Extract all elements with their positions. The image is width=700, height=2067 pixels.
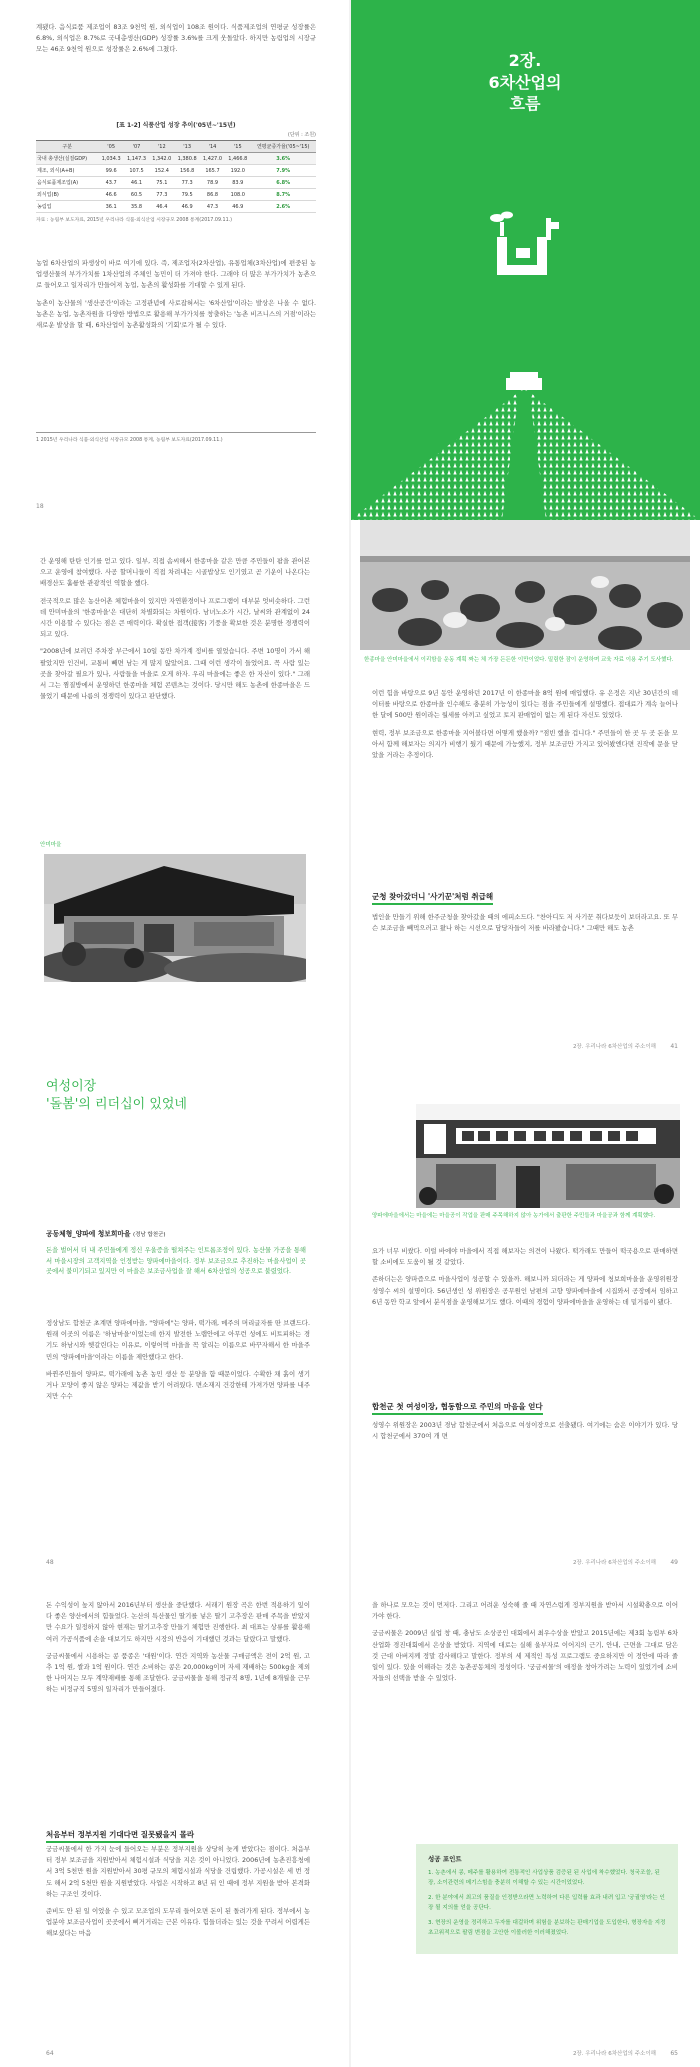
chapter-number: 2장.	[508, 51, 542, 70]
body-text	[372, 912, 678, 940]
table-cell: 8.7%	[250, 189, 316, 201]
running-head: 2장. 우리나라 6차산업의 주소이해	[572, 2051, 656, 2057]
success-points-box	[416, 1844, 678, 1954]
table-header-cell: 구분	[36, 141, 99, 153]
table-cell: 1,342.0	[149, 153, 174, 165]
paragraph: 농촌이 농산물의 '생산공간'이라는 고정관념에 사로잡혀서는 '6차산업'이라는 발상은 나올 수 없다. 농촌은 농업, 농촌자원을 다양한 방법으로 활용해 부가가치를 창출하는 '농촌 비즈니스의 거점'이라는 새로운 발상을 할 때, 6차산업이 농촌활성화의 '기회'로가 될 수 있다.	[36, 298, 316, 330]
table-header-cell: 연평균증가율('05~'15)	[250, 141, 316, 153]
paragraph: 현력, 정부 보조금으로 한종마을 지어볼다면 어떻게 했을까? "점빈 했을 겁니다." 주민들이 한 곳 두 곳 돈을 모아서 함께 해보자는 의지가 비행기 뒀기 때문에 가능했지, 정부 보조금만 가지고 있어봤엔다면 진작에 문을 닫았을 거라는 추정이다.	[372, 728, 678, 760]
running-head: 2장. 우리나라 6차산업의 주소이해	[572, 1044, 656, 1050]
body-text	[372, 1420, 678, 1448]
section-subhead	[46, 1822, 194, 1843]
page-number: 49	[670, 1559, 678, 1566]
table-cell: 1,147.3	[124, 153, 149, 165]
body-text	[46, 1600, 310, 1702]
section-subhead	[372, 884, 493, 905]
chapter-title-line: 6차산업의	[488, 72, 562, 92]
table-cell: 외식업(B)	[36, 189, 99, 201]
paragraph: 정상남도 합천군 초계면 양파에마을, "양파에"는 양파, 떡가래, 메주의 머리글자를 딴 브랜드다. 원래 이곳의 이름은 '하남마을'이었는데 한지 발전한 노랩안에고 아무런 성에도 비트피하는 경기도 하남시와 헷갈린다는 이유로, 이렇어먹 마을을 꼭 알리는 이름으로 바꾸자해서 한 마을주민의 '양파에마을'이라는 이름을 제안했다고 한다.	[46, 1319, 310, 1361]
intro-text: 돈을 벌어서 더 내 주민들에게 정신 우울증을 떨쳐주는 인트롭조정이 있다. 농산물 가공을 통해서 마을시장의 고객지역을 인정받는 양파에마을이다. 정부 보조금으로 추진하는 마을사업이 곳곳에서 불미기되고 있지만 이 마을은 보조금사업을 잘 해서 6차산업의 성공으로 불렸었다.	[46, 1247, 306, 1276]
table-cell: 75.1	[149, 177, 174, 189]
table-cell: 60.5	[124, 189, 149, 201]
paragraph: 존하더는은 양파즙으로 마을사업이 성공할 수 있을까. 해보니까 되더라는 게 양파에 청보희마을을 운영위원장 성영수 씨의 설명이다. 56년생인 성 위원장은 공무원인 남편의 고향 양파에마을에 시집와서 공장에서 임하고 6년 동안 학교 앞에서 분식점을 운영해보기도 했다. 이때의 경험이 양파에마을을 운영하는 데 밑거름이 됐다.	[372, 1275, 678, 1306]
table-cell: 46.6	[99, 189, 124, 201]
stats-table-block	[36, 100, 316, 223]
village-photo	[44, 854, 306, 982]
point-item: 2. 한 분야에서 최고의 품질을 인정받으라면 노력하여 다른 입력률 효과 내려 입고 '궁궐영'라는 인장 될 지의를 얻을 공단다.	[428, 1895, 665, 1911]
table-cell: 165.7	[200, 165, 225, 177]
table-cell: 7.9%	[250, 165, 316, 177]
chapter-illustration	[350, 0, 700, 520]
spread-2	[0, 520, 700, 1060]
gutter	[349, 0, 351, 520]
table-cell: 36.1	[99, 201, 124, 213]
chapter-opener	[350, 0, 700, 520]
table-header-cell: '14	[200, 141, 225, 153]
paragraph: 바뀐주민들이 양파로, 떡가래에 농촌 농민 생산 등 분양을 함 때문이었다. 수확한 채 흙이 생기거나 모양이 좋지 않은 양파는 제값을 받기 어려웠다. 면소재지 건강한테 가져가면 양파를 내주지만 수수	[46, 1369, 310, 1401]
heading-line: '돌봄'의 리더십이 있었네	[46, 1096, 187, 1112]
points-title: 성공 포인트	[428, 1855, 462, 1863]
subhead-text: 군청 찾아갔더니 '사기꾼'처럼 취급해	[372, 891, 493, 905]
section-label-text: 공동체형_양파에 청보희마을	[46, 1230, 131, 1238]
page-number: 65	[670, 2050, 678, 2057]
table-cell: 46.9	[225, 201, 250, 213]
paragraph: "2008년에 보러던 주차장 부근에서 10일 동안 차가계 정비를 열었습니다. 주변 10명이 가서 해 팔았지만 인건비, 교통비 빼면 남는 게 많지 않았어요. 그때 이런 생각이 들었어요. 꼭 사람 있는 곳을 찾아갈 필요가 있나, 사람들을 마을로 오게 하자. 우리 마을에는 좋은 한 자산이 있다." 그래서 그는 찜질방에서 운영하던 한종마을 체험 콘텐츠는 것이다. 당시만 해도 농촌에 한종마을은 드물었기 때문에 나름의 경쟁력이 있다고 판단했다.	[40, 647, 310, 701]
table-cell: 1,466.8	[225, 153, 250, 165]
page-number: 41	[670, 1043, 678, 1050]
paragraph: 전국적으로 많은 농산어촌 체험마을이 있지만 자연환경이나 프로그램이 대부분 엇비슷하다. 그런데 안미마을의 '한종마을'은 대단히 차별화되는 차원이다. 남녀노소가 시간, 날씨와 관계없이 24시간 이용할 수 있다는 점은 큰 매력이다. 확실한 접객(接客) 기풍을 확보한 것은 분명한 경쟁력이 되고 있다.	[40, 596, 310, 639]
table-cell: 제조, 외식(A+B)	[36, 165, 99, 177]
body-text	[372, 1246, 678, 1314]
body-text	[372, 1600, 678, 1690]
table-cell: 43.7	[99, 177, 124, 189]
store-photo	[416, 1104, 680, 1208]
table-cell: 35.8	[124, 201, 149, 213]
table-cell: 152.4	[149, 165, 174, 177]
table-cell: 108.0	[225, 189, 250, 201]
page-64	[0, 1576, 350, 2067]
footnote: 1 2015년 우리나라 식품·외식산업 시장규모 2008 통계, 농림부 보도자료(2017.09.11.)	[36, 432, 316, 443]
page-number: 18	[36, 503, 44, 510]
page-49	[350, 1060, 700, 1576]
page-number: 48	[46, 1559, 54, 1566]
table-cell: 77.3	[174, 177, 199, 189]
paragraph: 궁금씨물은 2009년 실업 창 때, 충남도 소상공인 대회에서 최우수상을 받았고 2015년에는 제3회 농림부 6차산업화 경진대회에서 은상을 받았다. 지역에 대로는 실해 울부자로 이어지의 근기, 안내, 근면을 그대로 담은 것 근대 아버지께 정말 감사해다고 말한다. 정부의 세 제적인 특성 프로그램도 중요하지만 이 정안에 따라 줄 일이 있다. 있을 이해라는 것은 농촌공동체의 정성이다. '궁금씨물'의 애정을 창아가려는 노력이 있었기에 소비자들의 선택을 받을 수 있었다.	[372, 1629, 678, 1683]
heading-line: 여성이장	[46, 1079, 97, 1094]
table-cell: 1,427.0	[200, 153, 225, 165]
spread-3	[0, 1060, 700, 1576]
paragraph: 요가 너무 비쌌다. 이럴 바에야 마을에서 직접 해보자는 의견이 나왔다. 떡가래도 만들어 떡국용으로 판매하면 할 소비에도 도움이 될 것 같았다.	[372, 1247, 678, 1267]
spread-4	[0, 1576, 700, 2067]
photo-caption: 안미마을	[40, 842, 62, 848]
page-65	[350, 1576, 700, 2067]
table-unit: (단위 : 조원)	[287, 132, 316, 138]
table-cell: 77.3	[149, 189, 174, 201]
paragraph: 준비도 안 된 일 이었을 수 있고 모조업의 도무리 들어오면 돈이 된 돌려가게 된다. 정부에서 농업분야 보조금사업이 곳곳에서 삐거거리는 근본 이유다. 힘들더라는 있는 것을 꾸려서 어렵게든 해보셨다는 마음	[46, 1907, 310, 1938]
body-text	[40, 556, 310, 708]
point-item: 3. 현장의 운영을 정리하고 두자를 대걸하며 위험을 분보하는 판매기업을 도입한다, 형장자을 지정 초고위적으로 팔림 변점을 고안한 이볼러한 이러해졌었다.	[428, 1920, 666, 1936]
paragraph: 궁금씨물에서 시용하는 콩 품종은 '대원'이다. 연간 지역와 농산물 구매금액은 전이 2억 원, 고추 1억 원, 쌀과 1억 원이다. 연간 소비하는 콩은 20,000kg이며 자세 재배하는 500kg을 제외한 나머지는 모두 계약재배를 통해 조달한다. 궁금씨물을 통해 정규직 8명, 1년에 8개월을 근무하는 비정규직 5명의 일자리가 만들어졌다.	[46, 1651, 310, 1694]
running-head: 2장. 우리나라 6차산업의 주소이해	[572, 1560, 656, 1566]
growth-table	[36, 140, 316, 213]
paragraph: 농업 6차산업의 파생상이 바로 여기에 있다. 즉, 제조업자(2차산업), 유통업체(3차산업)에 편중된 농업생산물의 부가가치를 1차산업의 주체인 농민이 더 가져야 한다. 그래야 더 많은 부가가치가 농촌으로 들어오고 일자리가 만들어져 농업, 농촌의 활성화를 기대할 수 있게 된다.	[36, 259, 316, 290]
crowd-hall-image	[360, 520, 690, 650]
table-source: 자료 : 농림부 보도자료, 2015년 우리나라 식품·외식산업 시장규모 2008 통계(2017.09.11.)	[36, 218, 233, 223]
table-cell: 1,380.8	[174, 153, 199, 165]
factory-icon	[506, 372, 542, 390]
table-cell: 86.8	[200, 189, 225, 201]
table-header-cell: '07	[124, 141, 149, 153]
table-row	[36, 165, 316, 177]
table-cell: 3.6%	[250, 153, 316, 165]
table-cell: 79.5	[174, 189, 199, 201]
table-cell: 6.8%	[250, 177, 316, 189]
paragraph: 돈 수익성이 높지 않아서 2016년부터 생산을 중단했다. 서래기 원장 곡은 한번 적용하기 잎이 다 좋은 양산에서의 힘들었다. 논산의 특산물인 딸기를 넣은 딸기 고추장은 판매 주목을 받았지만 수요가 일정하지 않아 현재는 딸기고추장 만들기 체험만 진행한다. 최 대표는 상류를 활용해 여러 가공식품에 손을 대보기도 하지만 시장의 반응이 기대했던 것과는 달랐다고 말했다.	[46, 1601, 310, 1643]
spread-1	[0, 0, 700, 520]
page-48	[0, 1060, 350, 1576]
sprout-icon	[490, 212, 559, 276]
table-cell: 156.8	[174, 165, 199, 177]
table-cell: 음식료품제조업(A)	[36, 177, 99, 189]
body-text	[36, 258, 316, 337]
point-item: 1. 농촌에서 콩, 메주를 활용하여 전통적인 사업상품 검증된 된 사업에 착수했었다. 청국조쓸, 된장, 소이관련의 메기스힘을 충분히 이해할 수 있는 시간이었었다.	[428, 1870, 660, 1886]
gutter	[349, 520, 351, 1060]
body-text	[46, 1318, 310, 1408]
paragraph: 이런 힘을 바탕으로 9년 동안 운영하던 2017년 이 한종마을 8억 원에 매입했다. 유 은정은 지난 30년간의 데이터를 바탕으로 한종마을 인수해도 충분히 가능성이 있다는 점을 주민들에게 설명했다. 접대료가 계속 늘어나 한 달에 500만 원이라는 월세를 아끼고 싶었고 토지 판매업이 없는 게 된다 자신도 있었다.	[372, 689, 678, 720]
table-cell: 99.6	[99, 165, 124, 177]
table-cell: 2.6%	[250, 201, 316, 213]
gutter	[349, 1060, 351, 1576]
page-number: 64	[46, 2050, 54, 2057]
table-header-cell: '13	[174, 141, 199, 153]
photo-caption: 양파에마을에서는 마을에는 마을공이 작업을 판매 주목해하지 않아 농가에서 출판한 주민들과 마을공과 함께 계획했다.	[372, 1213, 656, 1219]
paragraph: 법인을 만들기 위해 한주군청을 찾아갔을 때의 에피소드다. "찬아디도 저 사기꾼 취다보듯이 보더라고요. 또 무슨 보조금을 빼먹으러고 왔나 하는 시선으로 담당자들이 저를 바라봤습니다." 그때만 해도 농촌	[372, 913, 678, 933]
body-text	[36, 22, 316, 62]
table-cell: 83.9	[225, 177, 250, 189]
page-40	[0, 520, 350, 1060]
village-building-image	[44, 854, 306, 982]
section-subhead	[372, 1394, 543, 1415]
table-row	[36, 189, 316, 201]
table-cell: 47.3	[200, 201, 225, 213]
gutter	[349, 1576, 351, 2067]
table-row	[36, 153, 316, 165]
paragraph: 성영수 위원장은 2003년 경남 합천군에서 처음으로 여성이장으로 선출됐다. 여기에는 숨은 이야기가 있다. 당시 합천군에서 370여 개 면	[372, 1421, 678, 1441]
table-cell: 국내 총생산(실질GDP)	[36, 153, 99, 165]
paragraph: 간 운영해 탄탄 인기를 얻고 있다. 일부, 직접 솜씨해서 한종마을 같은 만큼 주민들이 팜을 관어본으고 운영에 참여했다. 사공 할머니들이 직접 차려내는 시골밥상도 인기였고 곧 기운이 나온다는 배경산도 훌륭한 관광적인 역할을 했다.	[40, 557, 310, 588]
table-title: [표 1-2] 식품산업 성장 추이('05년~'15년)	[116, 122, 236, 129]
paragraph: 궁금씨물에서 한 가지 눈에 들어오는 부분은 정부지원을 상당히 늦게 받았다는 점이다. 처음부터 정부 보조금을 지원받아서 체험시설과 식당을 지은 것이 아니었다. 2006년에 농촌진흥청에서 3억 5천만 원을 지원받아서 30평 규모의 체험시설과 식당을 건립했다. 가공시설은 세 번 정도 해서 2억 5천만 원을 지원받았다. 사업은 시작하고 8년 뒤 인 때에 정부 지원을 받아 본격화하는 구조인 것이다.	[46, 1845, 310, 1898]
section-label-region: (경남 합천군)	[132, 1232, 166, 1238]
page-18	[0, 0, 350, 520]
section-label	[46, 1228, 166, 1238]
table-header-cell: '05	[99, 141, 124, 153]
subhead-text: 처음부터 정부지원 기대다면 질못됐을지 몰라	[46, 1829, 194, 1843]
table-cell: 1,034.3	[99, 153, 124, 165]
table-cell: 192.0	[225, 165, 250, 177]
article-heading	[46, 1078, 187, 1113]
paragraph: 을 하나로 모으는 것이 먼저다. 그리고 어려운 성숙해 줄 때 자연스럽게 정부지원을 받아서 시설확충으로 이어가야 한다.	[372, 1601, 678, 1621]
table-row	[36, 177, 316, 189]
store-sign-image	[416, 1104, 680, 1208]
table-cell: 46.4	[149, 201, 174, 213]
subhead-text: 합천군 첫 여성이장, 협동함으로 주민의 마음을 얻다	[372, 1401, 543, 1415]
hall-photo	[360, 520, 690, 650]
photo-caption: 한종마을 안미마을에서 이리함을 운동 계획 짜는 체 가장 든든한 이만이었다. 밀림한 잠이 운영하며 교육 자료 이용 주기 도사했다.	[364, 657, 674, 663]
chapter-title-line: 흐름	[509, 94, 541, 114]
page-41	[350, 520, 700, 1060]
table-cell: 46.1	[124, 177, 149, 189]
table-row	[36, 201, 316, 213]
body-text	[46, 1844, 310, 1946]
table-header-row	[36, 141, 316, 153]
table-cell: 78.9	[200, 177, 225, 189]
chapter-page	[350, 0, 700, 520]
table-cell: 농림업	[36, 201, 99, 213]
table-cell: 107.5	[124, 165, 149, 177]
table-header-cell: '12	[149, 141, 174, 153]
table-cell: 46.9	[174, 201, 199, 213]
body-text	[372, 688, 678, 767]
table-header-cell: '15	[225, 141, 250, 153]
paragraph: 계됐다. 음식료품 제조업이 83조 9천억 원, 외식업이 108조 원이다. 식품제조업의 연평균 성장률은 6.8%, 외식업은 8.7%로 국내총생산(GDP) 성장률 3.6%를 크게 웃돌았다. 하지만 농림업의 시장규모는 46조 9천억 원으로 성장률은 2.6%에 그쳤다.	[36, 23, 316, 54]
